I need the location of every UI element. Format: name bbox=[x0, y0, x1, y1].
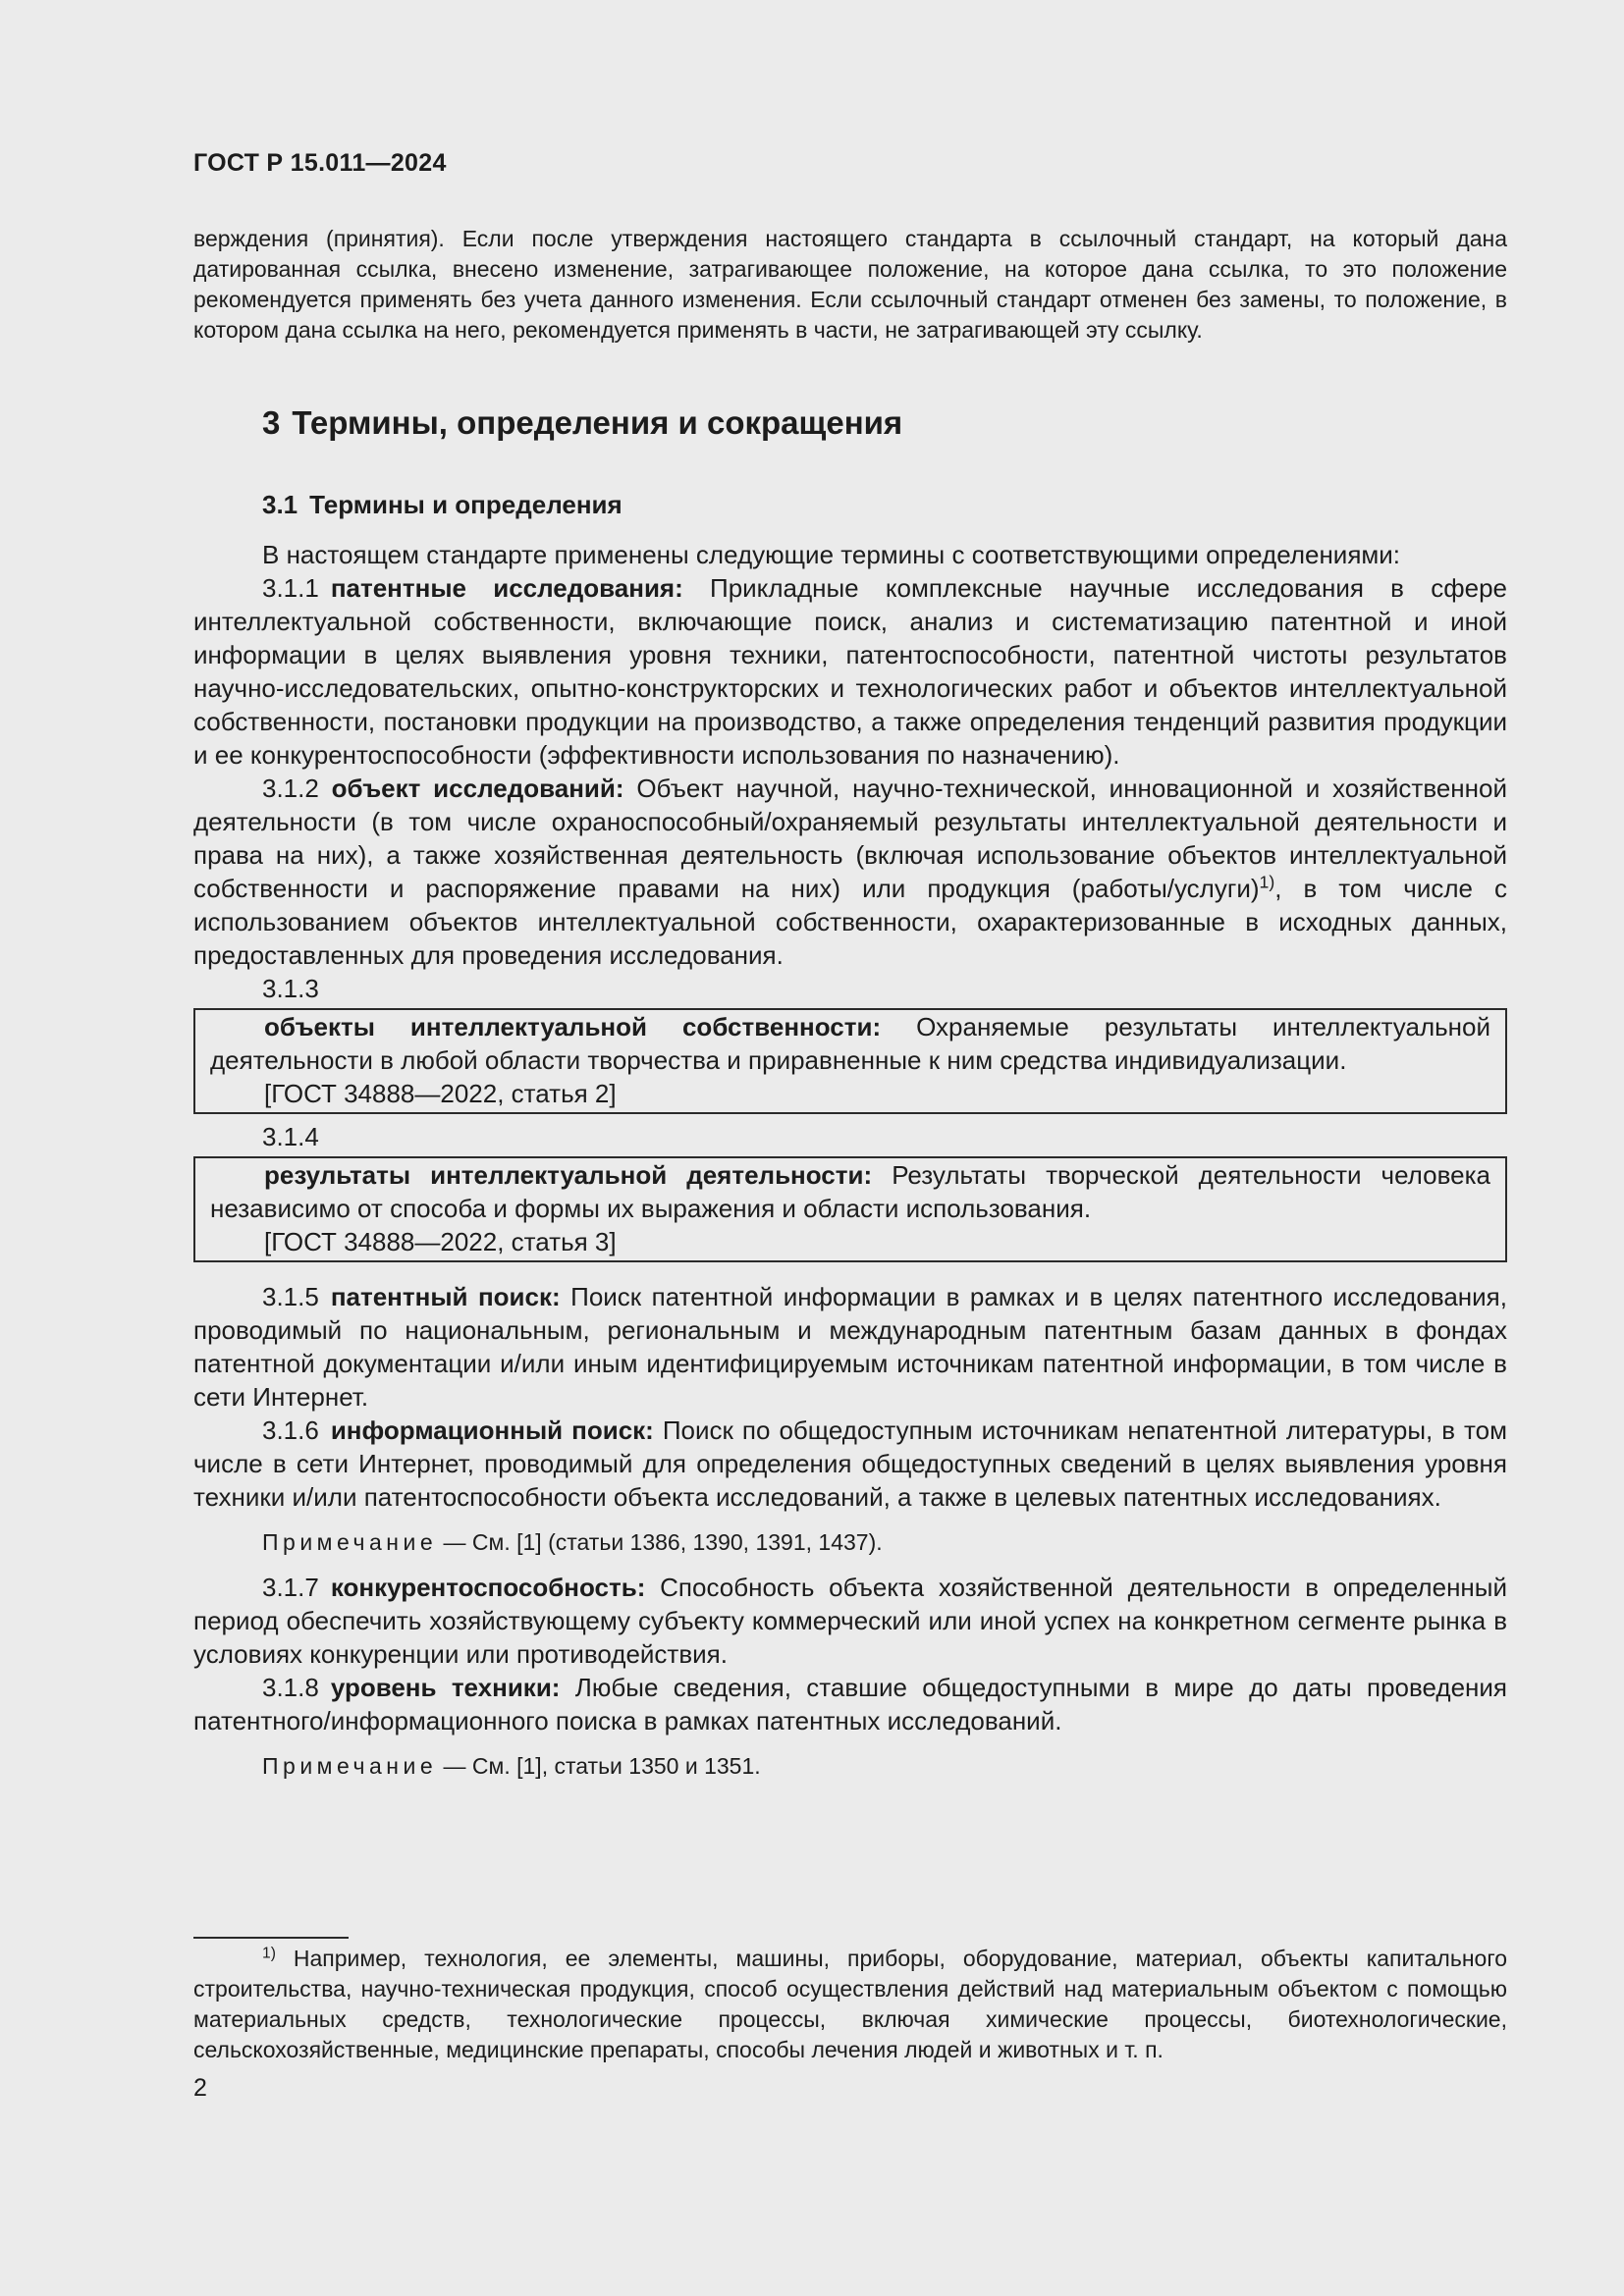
footnote-divider bbox=[193, 1937, 349, 1939]
note-label: Примечание bbox=[262, 1753, 438, 1779]
term-3-1-6 bbox=[193, 1414, 1507, 1514]
lead-paragraph: В настоящем стандарте применены следующие термины с соответствующими определениями: bbox=[262, 540, 1401, 569]
term-name: объекты интеллектуальной собственности: bbox=[264, 1012, 882, 1041]
footnote bbox=[193, 1944, 1507, 2065]
note-3-1-6 bbox=[193, 1525, 1507, 1559]
document-header: ГОСТ Р 15.011—2024 bbox=[193, 149, 447, 177]
term-number: 3.1.7 bbox=[262, 1573, 319, 1602]
term-number: 3.1.1 bbox=[262, 573, 319, 603]
term-number: 3.1.8 bbox=[262, 1673, 319, 1702]
note-text: — См. [1] (статьи 1386, 1390, 1391, 1437). bbox=[437, 1529, 883, 1555]
term-3-1-3 bbox=[210, 1010, 1490, 1077]
note-text: — См. [1], статьи 1350 и 1351. bbox=[437, 1753, 761, 1779]
term-3-1-1 bbox=[193, 571, 1507, 772]
footnote-mark: 1) bbox=[262, 1945, 276, 1962]
term-3-1-5 bbox=[193, 1280, 1507, 1414]
subsection-number: 3.1 bbox=[262, 490, 298, 519]
term-number: 3.1.2 bbox=[262, 774, 319, 803]
section-heading bbox=[262, 404, 902, 442]
term-3-1-4 bbox=[210, 1158, 1490, 1225]
term-definition: Объект научной, научно-технической, инновационной и хозяйственной деятельности (в том числе охраноспособный/охраняемый результаты интеллектуальной деятельности и права на них), а также хозяйственная деятельность (включая использование объектов интеллектуальной собственности и распоряжение правами на них) или продукция (работы/услуги) bbox=[193, 774, 1507, 903]
term-number-3-1-4: 3.1.4 bbox=[262, 1122, 319, 1151]
term-3-1-2 bbox=[193, 772, 1507, 972]
intro-paragraph: верждения (принятия). Если после утверждения настоящего стандарта в ссылочный стандарт, на который дана датированная ссылка, внесено изменение, затрагивающее положение, на которое дана ссылка, то это положение рекомендуется применять без учета данного изменения. Если ссылочный стандарт отменен без замены, то положение, в котором дана ссылка на него, рекомендуется применять в части, не затрагивающей эту ссылку. bbox=[193, 226, 1507, 343]
term-definition: Охраняемые результаты интеллектуальной деятельности в любой области творчества и приравненные к ним средства индивидуализации. bbox=[210, 1012, 1491, 1075]
term-number: 3.1.5 bbox=[262, 1282, 319, 1311]
term-source: [ГОСТ 34888—2022, статья 3] bbox=[264, 1227, 617, 1256]
term-definition: Способность объекта хозяйственной деятельности в определенный период обеспечить хозяйствующему субъекту коммерческий или иной успех на конкретном сегменте рынка в условиях конкуренции или противодействия. bbox=[193, 1573, 1507, 1669]
term-box-3-1-3 bbox=[193, 1008, 1507, 1114]
term-name: объект исследований: bbox=[331, 774, 624, 803]
term-definition: Поиск патентной информации в рамках и в целях патентного исследования, проводимый по национальным, региональным и международным патентным базам данных в фондах патентной документации и/или иным идентифицируемым источникам патентной информации, в том числе в сети Интернет. bbox=[193, 1282, 1507, 1412]
term-3-1-7 bbox=[193, 1571, 1507, 1671]
footnote-text: Например, технология, ее элементы, машины, приборы, оборудование, материал, объекты капитального строительства, научно-техническая продукция, способ осуществления действий над материальным объектом с помощью материальных средств, технологические процессы, включая химические процессы, биотехнологические, сельскохозяйственные, медицинские препараты, способы лечения людей и животных и т. п. bbox=[193, 1946, 1507, 2062]
section-title: Термины, определения и сокращения bbox=[292, 404, 903, 441]
section-number: 3 bbox=[262, 404, 281, 441]
term-name: конкурентоспособность: bbox=[330, 1573, 646, 1602]
term-box-3-1-4 bbox=[193, 1156, 1507, 1262]
term-number: 3.1.6 bbox=[262, 1415, 319, 1445]
term-definition-continued: , в том числе с использованием объектов интеллектуальной собственности, охарактеризованные в исходных данных, предоставленных для проведения исследования. bbox=[193, 874, 1507, 970]
term-definition: Поиск по общедоступным источникам непатентной литературы, в том числе в сети Интернет, проводимый для определения общедоступных сведений в целях выявления уровня техники и/или патентоспособности объекта исследований, а также в целевых патентных исследованиях. bbox=[193, 1415, 1507, 1512]
footnote-reference: 1) bbox=[1259, 872, 1275, 892]
term-number-3-1-3: 3.1.3 bbox=[262, 974, 319, 1003]
term-name: результаты интеллектуальной деятельности: bbox=[264, 1160, 873, 1190]
term-name: патентный поиск: bbox=[330, 1282, 561, 1311]
term-3-1-8 bbox=[193, 1671, 1507, 1737]
term-name: информационный поиск: bbox=[330, 1415, 654, 1445]
subsection-title: Термины и определения bbox=[309, 490, 623, 519]
term-name: патентные исследования: bbox=[330, 573, 683, 603]
note-label: Примечание bbox=[262, 1529, 438, 1555]
term-definition: Любые сведения, ставшие общедоступными в мире до даты проведения патентного/информационного поиска в рамках патентных исследований. bbox=[193, 1673, 1507, 1735]
terms-flow bbox=[193, 538, 1507, 1794]
note-3-1-8 bbox=[193, 1749, 1507, 1783]
term-name: уровень техники: bbox=[330, 1673, 561, 1702]
page-number: 2 bbox=[193, 2074, 207, 2102]
subsection-heading bbox=[262, 490, 623, 520]
term-definition: Результаты творческой деятельности человека независимо от способа и формы их выражения и области использования. bbox=[210, 1160, 1490, 1223]
term-definition: Прикладные комплексные научные исследования в сфере интеллектуальной собственности, включающие поиск, анализ и систематизацию патентной и иной информации в целях выявления уровня техники, патентоспособности, патентной чистоты результатов научно-исследовательских, опытно-конструкторских и технологических работ и объектов интеллектуальной собственности, постановки продукции на производство, а также определения тенденций развития продукции и ее конкурентоспособности (эффективности использования по назначению). bbox=[193, 573, 1507, 770]
term-source: [ГОСТ 34888—2022, статья 2] bbox=[264, 1079, 617, 1108]
